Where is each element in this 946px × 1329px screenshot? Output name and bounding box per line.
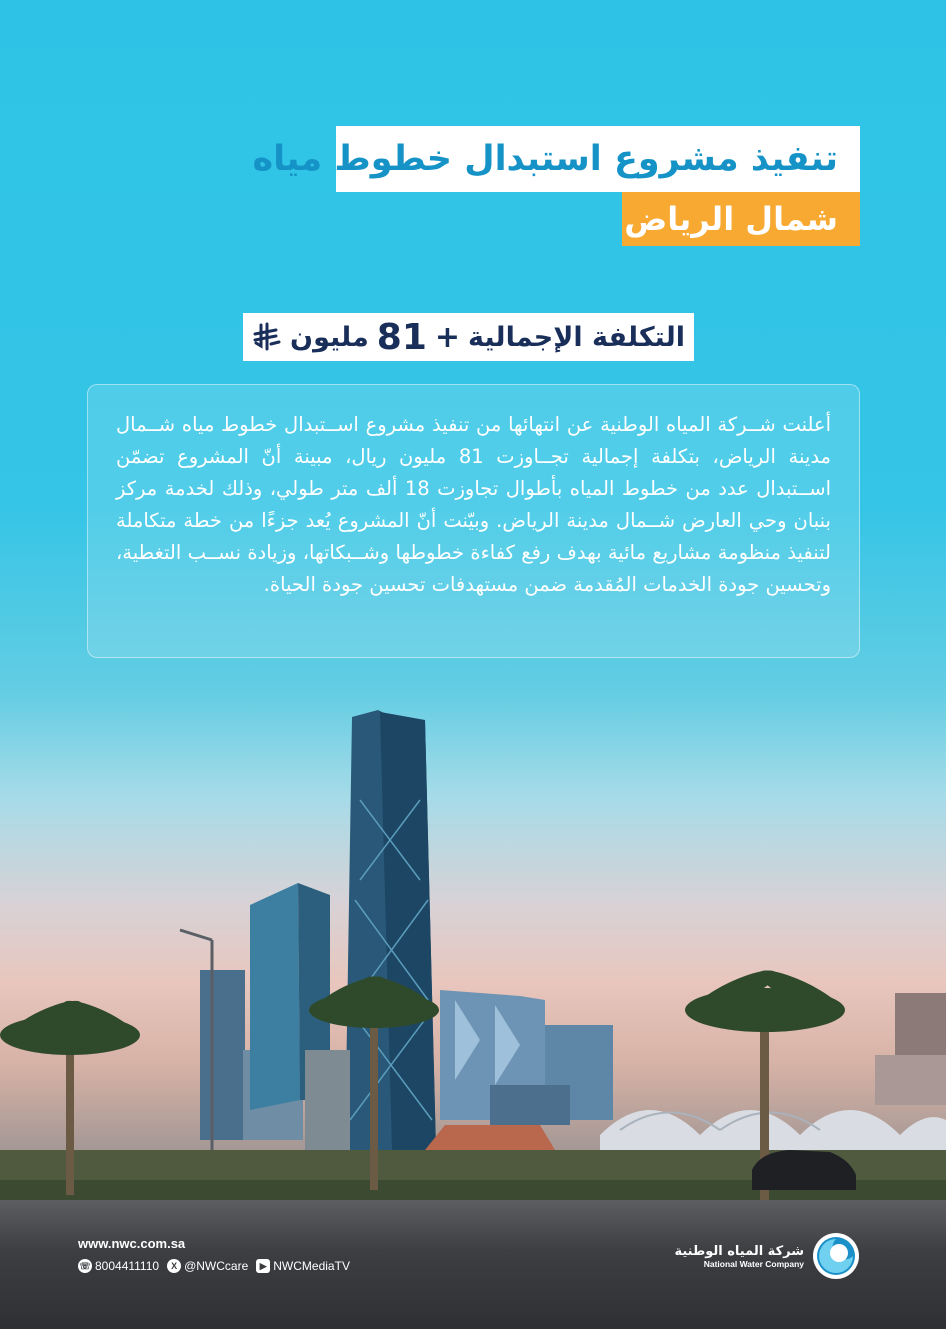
announcement-text: أعلنت شــركة المياه الوطنية عن انتهائها من تنفيذ مشروع اســتبدال خطوط مياه شــمال مدينة الرياض، بتكلفة إجمالية تجــاوزت 81 مليون ريال، مبينة أنّ المشروع تضمّن اســتبدال عدد من خطوط المياه بأطوال تجاوزت 18 ألف متر طولي، وذلك لخدمة مركز بنبان وحي العارض شــمال مدينة الرياض. وبيّنت أنّ المشروع يُعد جزءًا من خطة متكاملة لتنفيذ منظومة مشاريع مائية بهدف رفع كفاءة خطوطها وشــبكاتها، وزيادة نســب التغطية، وتحسين جودة الخدمات المُقدمة ضمن مستهدفات تحسين جودة الحياة. [116, 413, 831, 596]
cost-plus: + [434, 319, 461, 355]
logo-english: National Water Company [703, 1258, 804, 1269]
x-contact[interactable] [167, 1259, 248, 1273]
headline-title: تنفيذ مشروع استبدال خطوط مياه [252, 139, 838, 179]
footer-contacts [78, 1236, 350, 1273]
x-icon: X [167, 1259, 181, 1273]
youtube-icon: ▶ [256, 1259, 270, 1273]
website-link[interactable]: www.nwc.com.sa [78, 1236, 186, 1251]
nwc-logo [674, 1232, 860, 1280]
youtube-handle: NWCMediaTV [273, 1259, 350, 1273]
headline-title-box [252, 126, 860, 192]
headline-subtitle: شمال الرياض [624, 200, 838, 238]
water-drop-logo-icon [812, 1232, 860, 1280]
phone-number: 8004411110 [95, 1259, 160, 1273]
youtube-contact[interactable] [256, 1259, 350, 1273]
phone-contact[interactable] [78, 1259, 159, 1273]
headline-subtitle-box [622, 192, 860, 246]
cost-unit: مليون [290, 321, 369, 353]
riyal-icon [252, 322, 282, 352]
cost-label: التكلفة الإجمالية [468, 321, 685, 353]
cost-amount: 81 [376, 316, 427, 358]
x-handle: @NWCcare [184, 1259, 249, 1273]
announcement-card [87, 384, 860, 658]
phone-icon: ☏ [78, 1259, 92, 1273]
cost-banner [243, 313, 694, 361]
logo-arabic: شركة المياه الوطنية [674, 1243, 804, 1259]
riyadh-skyline-image [0, 680, 946, 1220]
